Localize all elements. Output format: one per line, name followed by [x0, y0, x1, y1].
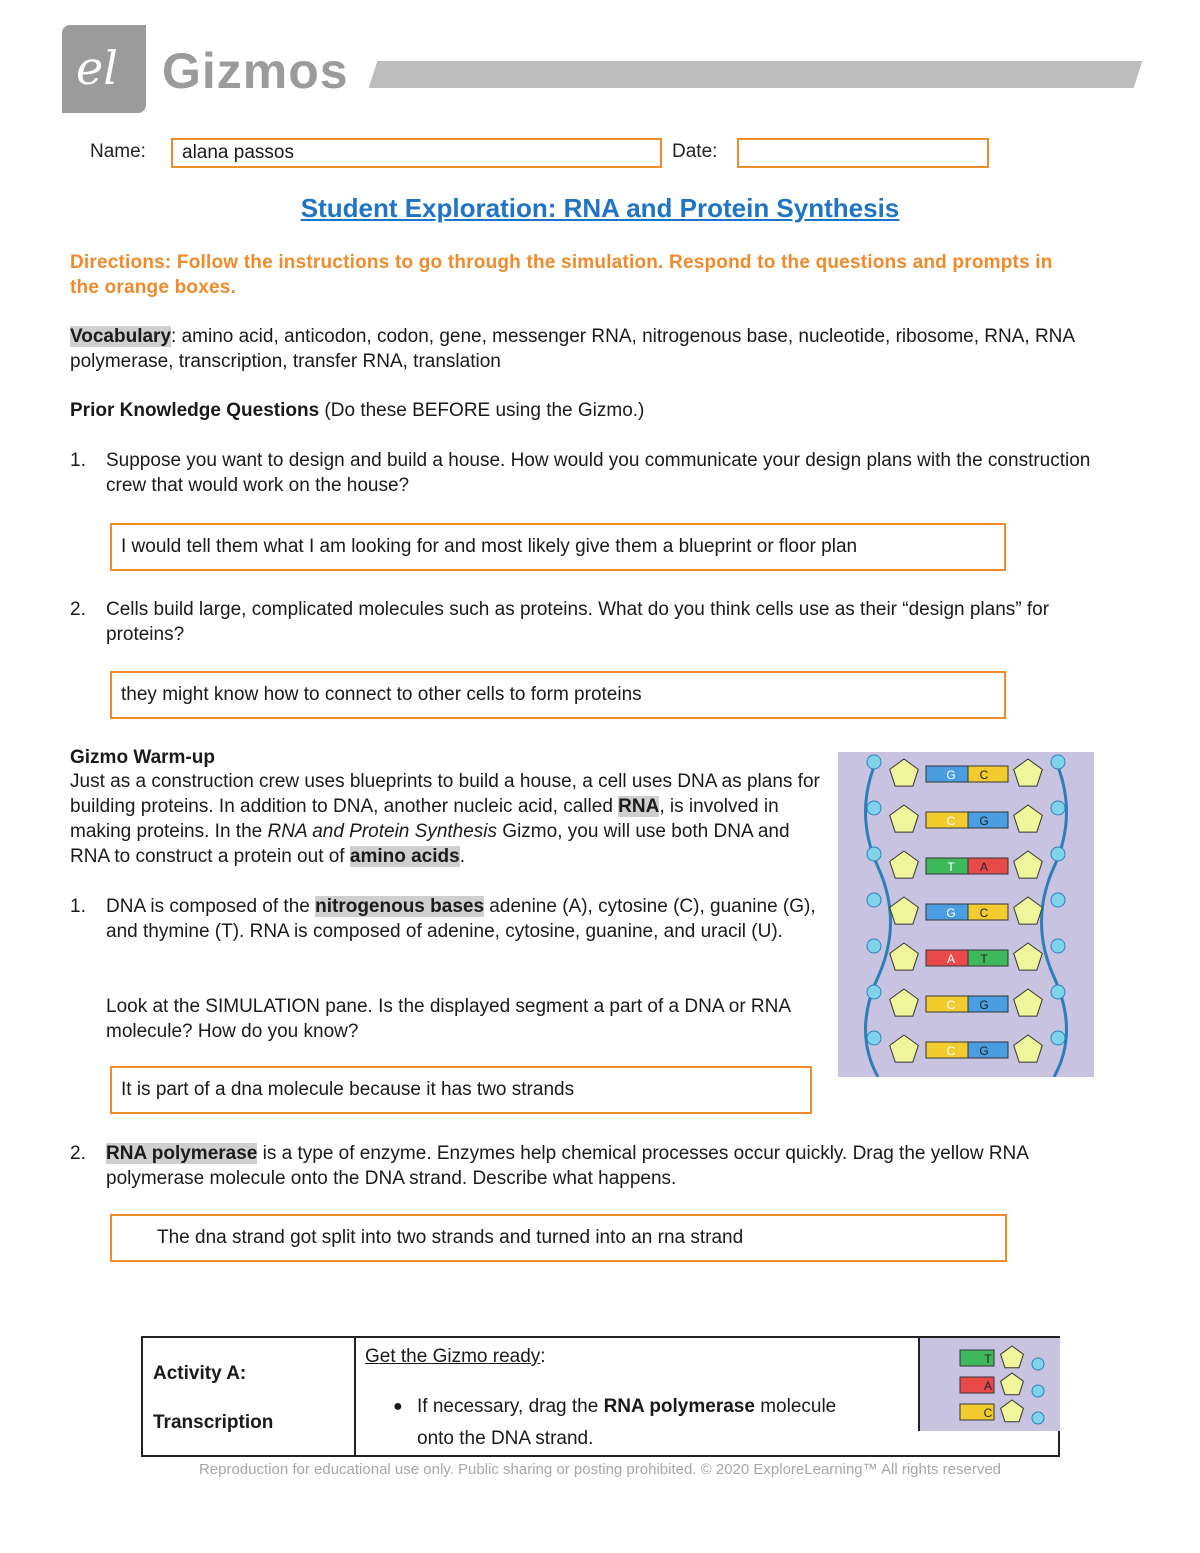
warmup-question-2 [106, 1141, 1116, 1191]
brand-name: Gizmos [162, 43, 349, 99]
phosphate-right [1051, 985, 1065, 999]
phosphate-right [1051, 847, 1065, 861]
base-label-right: G [979, 814, 989, 828]
prior-question-2: Cells build large, complicated molecules such as proteins. What do you think cells use as their “design plans” for proteins? [106, 599, 1050, 645]
answer-box-warmup-2[interactable] [110, 1214, 1007, 1262]
prior-heading-text: Prior Knowledge Questions [70, 400, 320, 421]
question-number: 1. [70, 450, 86, 471]
activity-title: Activity A: [153, 1363, 247, 1384]
warmup-question-1-prompt: Look at the SIMULATION pane. Is the displayed segment a part of a DNA or RNA molecule? How do you know? [106, 996, 790, 1042]
name-label: Name: [90, 141, 146, 162]
answer-text: The dna strand got split into two strands and turned into an rna strand [157, 1227, 744, 1248]
warmup-intro-c: Gizmo, you will use both DNA and RNA to construct a protein out of [70, 821, 790, 867]
base-label-left: C [946, 1044, 956, 1058]
dna-segment-image [838, 752, 1094, 1077]
question-number: 1. [70, 896, 86, 917]
answer-text: they might know how to connect to other cells to form proteins [121, 684, 642, 705]
warmup-intro-d: . [459, 846, 465, 867]
vocabulary [70, 324, 1130, 374]
base-label-right: G [979, 1044, 989, 1058]
rna-polymerase-term: RNA polymerase [106, 1143, 258, 1164]
footer-copyright: Reproduction for educational use only. Public sharing or posting prohibited. © 2020 ExploreLearning™ All rights reserved [198, 1461, 1002, 1478]
phosphate-left [867, 801, 881, 815]
answer-box-warmup-1[interactable] [110, 1066, 812, 1114]
question-number: 2. [70, 599, 86, 620]
rna-term: RNA [618, 796, 660, 817]
answer-box-prior-1[interactable] [110, 523, 1006, 571]
phosphate-right [1051, 1031, 1065, 1045]
base-right [968, 950, 1008, 966]
phosphate-left [867, 893, 881, 907]
activity-subtitle: Transcription [153, 1412, 274, 1433]
vocabulary-label: Vocabulary [70, 326, 172, 347]
mini-phosphate [1032, 1358, 1044, 1370]
dna-diagram [838, 752, 1094, 1077]
mini-base-label: C [983, 1406, 993, 1420]
base-label-left: C [946, 814, 956, 828]
name-field[interactable] [171, 138, 662, 168]
vocabulary-terms: : amino acid, anticodon, codon, gene, messenger RNA, nitrogenous base, nucleotide, ribosome, RNA, RNA polymerase, transcription, transfer RNA, translation [70, 326, 1075, 372]
amino-acids-term: amino acids [349, 846, 460, 867]
activity-gizmo-thumbnail [918, 1338, 1060, 1431]
bullet-text-a: If necessary, drag the [417, 1396, 604, 1417]
nitrogenous-bases-term: nitrogenous bases [315, 896, 485, 917]
activity-title-cell [143, 1338, 356, 1455]
bullet-text-c: onto the DNA strand. [417, 1428, 594, 1449]
bullet-term: RNA polymerase [603, 1396, 755, 1417]
mini-phosphate [1032, 1385, 1044, 1397]
phosphate-left [867, 939, 881, 953]
name-value: alana passos [182, 142, 294, 163]
phosphate-right [1051, 755, 1065, 769]
phosphate-left [867, 1031, 881, 1045]
answer-box-prior-2[interactable] [110, 671, 1006, 719]
question-number: 2. [70, 1143, 86, 1164]
activity-bullet [365, 1391, 915, 1455]
prior-knowledge-heading [70, 398, 644, 423]
base-label-left: G [946, 906, 956, 920]
base-label-left: T [947, 860, 955, 874]
q1-text-a: DNA is composed of the [106, 896, 316, 917]
base-label-right: T [980, 952, 988, 966]
q1-text-b: adenine (A), cytosine (C), guanine (G), and thymine (T). RNA is composed of adenine, cytosine, guanine, and uracil (U). [106, 896, 816, 942]
warmup-intro-b: , is involved in making proteins. In the [70, 796, 779, 842]
base-label-right: G [979, 998, 989, 1012]
gizmos-logo-mark [62, 25, 146, 113]
prior-heading-note: (Do these BEFORE using the Gizmo.) [319, 400, 645, 421]
date-field[interactable] [737, 138, 989, 168]
warmup-heading: Gizmo Warm-up [70, 747, 215, 768]
warmup-question-1 [106, 894, 818, 944]
bullet-icon: ● [393, 1398, 403, 1415]
header-bar [369, 61, 1143, 88]
phosphate-left [867, 755, 881, 769]
phosphate-left [867, 847, 881, 861]
phosphate-right [1051, 939, 1065, 953]
mini-base-label: T [984, 1352, 992, 1366]
answer-text: It is part of a dna molecule because it has two strands [121, 1079, 575, 1100]
page-title: Student Exploration: RNA and Protein Synthesis [300, 193, 900, 223]
q2-text: is a type of enzyme. Enzymes help chemical processes occur quickly. Drag the yellow RNA polymerase molecule onto the DNA strand. Describe what happens. [106, 1143, 1028, 1189]
get-ready-colon: : [540, 1346, 546, 1367]
logo-glyph: el [76, 41, 118, 95]
warmup-intro-a: Just as a construction crew uses blueprints to build a house, a cell uses DNA as plans for building proteins. In addition to DNA, another nucleic acid, called [70, 771, 820, 817]
activity-instructions [365, 1346, 915, 1455]
gizmo-name: RNA and Protein Synthesis [267, 821, 498, 842]
prior-question-1: Suppose you want to design and build a house. How would you communicate your design plans with the construction crew that would work on the house? [106, 450, 1091, 496]
base-label-left: A [946, 952, 956, 966]
base-label-right: C [979, 768, 989, 782]
warmup-intro [70, 769, 822, 869]
base-label-right: C [979, 906, 989, 920]
date-label: Date: [672, 141, 718, 162]
directions: Directions: Follow the instructions to go through the simulation. Respond to the questions and prompts in the orange boxes. [70, 252, 1053, 298]
get-ready-line [365, 1346, 915, 1368]
mini-dna-diagram [920, 1338, 1060, 1431]
bullet-text-b: molecule [754, 1396, 837, 1417]
get-ready-text: Get the Gizmo ready [365, 1346, 541, 1367]
mini-base-label: A [983, 1379, 993, 1393]
base-label-left: C [946, 998, 956, 1012]
phosphate-right [1051, 801, 1065, 815]
phosphate-right [1051, 893, 1065, 907]
base-label-right: A [979, 860, 989, 874]
mini-phosphate [1032, 1412, 1044, 1424]
answer-text: I would tell them what I am looking for and most likely give them a blueprint or floor plan [121, 536, 858, 557]
base-label-left: G [946, 768, 956, 782]
activity-table [141, 1336, 1060, 1457]
phosphate-left [867, 985, 881, 999]
